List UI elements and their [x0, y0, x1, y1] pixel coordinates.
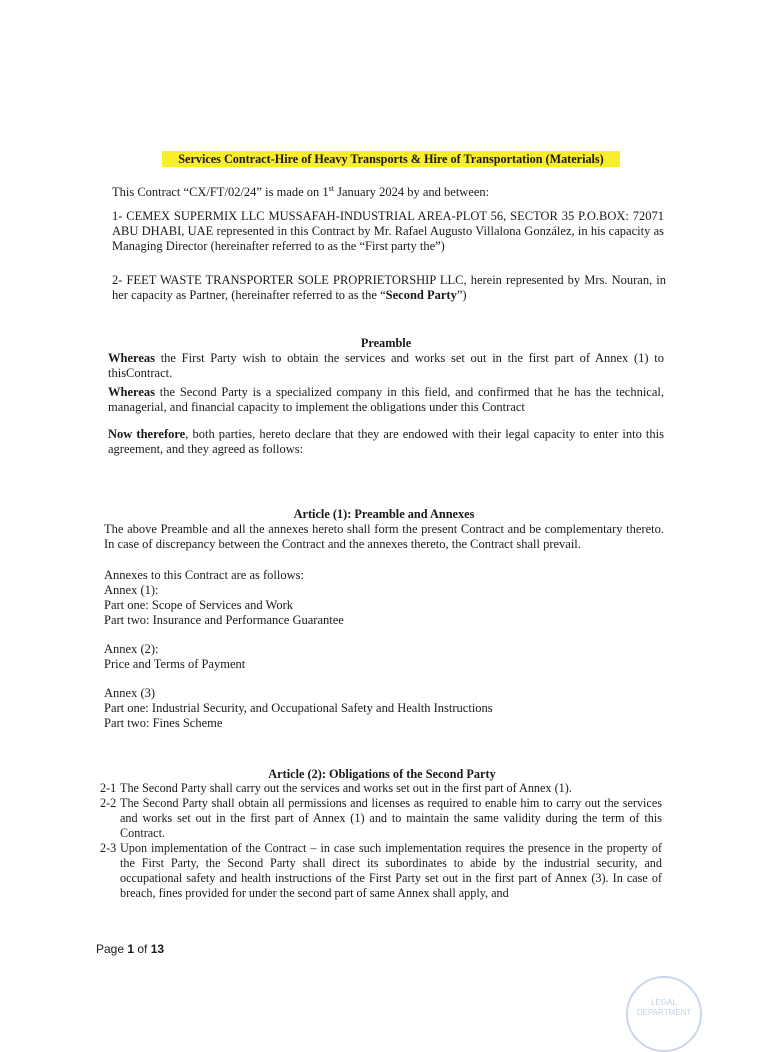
annex-3-part-two: Part two: Fines Scheme — [104, 716, 223, 730]
obligation-item — [100, 841, 662, 903]
whereas-bold: Whereas — [108, 385, 155, 399]
second-party-end: ”) — [456, 288, 467, 302]
annex-1-part-one: Part one: Scope of Services and Work — [104, 598, 293, 612]
second-party-bold: Second Party — [385, 288, 457, 302]
whereas-second-paragraph — [108, 385, 664, 415]
obligation-text: The Second Party shall obtain all permissions and licenses as required to enable him to carry out the services and works set out in the first part of Annex (1) and to maintain the same validity during the term of this Contract. — [120, 796, 662, 840]
first-party-paragraph: 1- CEMEX SUPERMIX LLC MUSSAFAH-INDUSTRIAL AREA-PLOT 56, SECTOR 35 P.O.BOX: 72071 ABU DHABI, UAE represented in this Contract by Mr. Rafael Augusto Villalona González, in his capacity as Managing Director (hereinafter referred to as the “First party the”) — [112, 209, 664, 253]
now-therefore-paragraph — [108, 427, 664, 457]
page-total: 13 — [150, 942, 165, 956]
page-current: 1 — [127, 942, 135, 956]
annexes-intro: Annexes to this Contract are as follows: — [104, 568, 304, 582]
now-therefore-text: , both parties, hereto declare that they are endowed with their legal capacity to enter into this agreement, and they agreed as follows: — [108, 427, 664, 456]
annex-3-label: Annex (3) — [104, 686, 156, 700]
annex-1-part-two: Part two: Insurance and Performance Guarantee — [104, 613, 344, 627]
page-prefix: Page — [96, 942, 128, 956]
article-1-heading: Article (1): Preamble and Annexes — [293, 507, 475, 521]
stamp-line-1: LEGAL — [651, 998, 677, 1007]
contract-title: Services Contract-Hire of Heavy Transports & Hire of Transportation (Materials) — [162, 151, 620, 167]
annex-1-label: Annex (1): — [104, 583, 159, 597]
now-therefore-bold: Now therefore — [108, 427, 186, 441]
intro-text: This Contract “CX/FT/02/24” is made on 1 — [112, 185, 329, 200]
second-party-text: 2- FEET WASTE TRANSPORTER SOLE PROPRIETORSHIP LLC, herein represented by Mrs. Nouran, in her capacity as Partner, (hereinafter referred to as the “ — [112, 273, 666, 302]
stamp-line-2: DEPARTMENT — [636, 1008, 692, 1017]
obligation-text: Upon implementation of the Contract – in case such implementation requires the presence in the property of the First Party, the Second Party shall direct its subordinates to abide by the industrial security, and occupational safety and health instructions of the First Party set out in the first part of Annex (3). In case of breach, fines provided for under the second part of same Annex shall apply, and — [120, 841, 662, 900]
second-party-paragraph — [112, 273, 666, 303]
whereas-first-paragraph — [108, 351, 664, 381]
annex-list — [104, 568, 604, 731]
preamble-heading: Preamble — [360, 336, 412, 350]
whereas-text: the Second Party is a specialized company in this field, and confirmed that he has the technical, managerial, and financial capacity to implement the obligations under this Contract — [108, 385, 664, 414]
annex-2-part-one: Price and Terms of Payment — [104, 657, 246, 671]
obligation-item — [100, 796, 662, 841]
article-2-heading: Article (2): Obligations of the Second Party — [268, 767, 496, 781]
obligation-number: 2-3 — [100, 841, 117, 855]
intro-superscript: st — [328, 184, 334, 193]
contract-intro — [112, 181, 672, 200]
whereas-text: the First Party wish to obtain the services and works set out in the first part of Annex (1) to thisContract. — [108, 351, 664, 380]
article-1-text: The above Preamble and all the annexes hereto shall form the present Contract and be complementary thereto. In case of discrepancy between the Contract and the annexes thereto, the Contract shall prevail. — [104, 522, 664, 551]
intro-text-end: January 2024 by and between: — [333, 185, 490, 200]
obligation-number: 2-1 — [100, 781, 117, 795]
annex-3-part-one: Part one: Industrial Security, and Occupational Safety and Health Instructions — [104, 701, 493, 715]
annex-2-label: Annex (2): — [104, 642, 159, 656]
page-number — [96, 942, 164, 956]
obligation-item — [100, 781, 662, 796]
obligation-number: 2-2 — [100, 796, 117, 810]
obligation-text: The Second Party shall carry out the services and works set out in the first part of Annex (1). — [120, 781, 572, 795]
whereas-bold: Whereas — [108, 351, 155, 365]
legal-department-stamp — [626, 976, 702, 1052]
page-of: of — [134, 942, 151, 956]
